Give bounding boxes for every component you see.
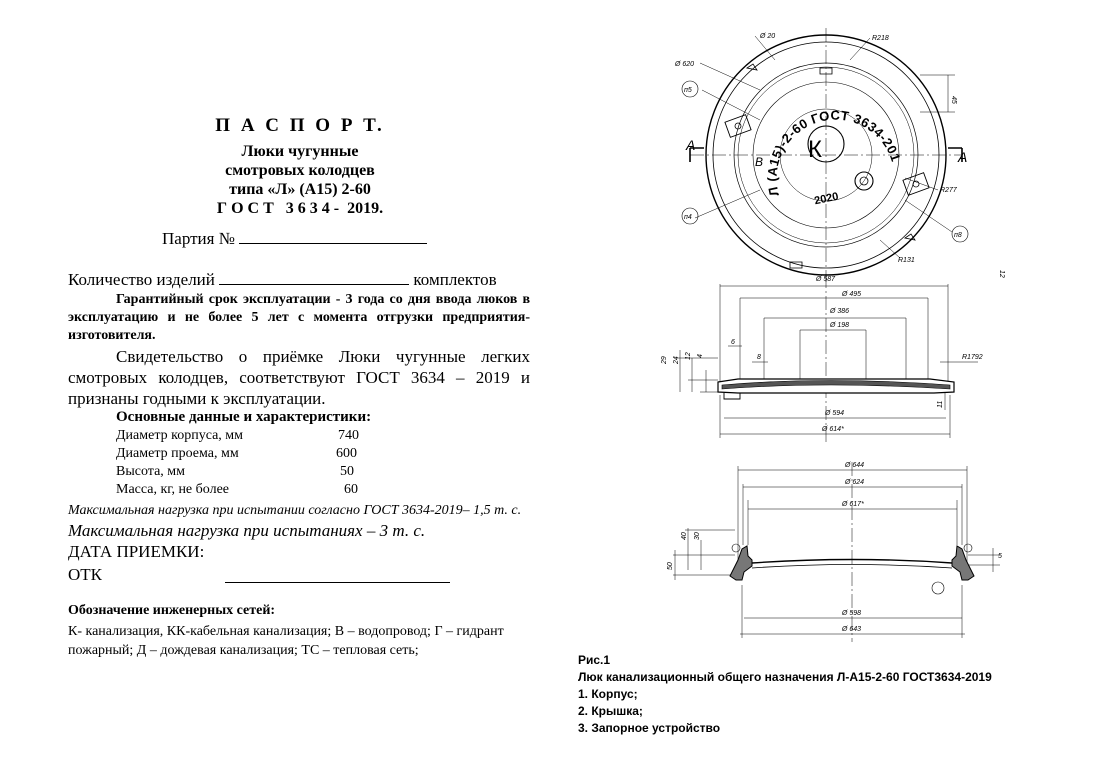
caption-item: 2. Крышка; xyxy=(578,704,643,718)
dim-label: 24 xyxy=(673,356,680,364)
dim-label: Ø 620 xyxy=(675,61,695,68)
caption-fig: Рис.1 xyxy=(578,653,611,667)
dim-label: Ø 495 xyxy=(842,291,862,298)
batch-blank-line xyxy=(239,229,427,244)
label-v: В xyxy=(755,155,764,169)
dim-label: 29 xyxy=(661,356,668,364)
passport-subtitle xyxy=(70,142,530,218)
max-load-main-text: Максимальная нагрузка при испытаниях – 3 т. с. xyxy=(68,521,426,540)
dim-label: Ø 644 xyxy=(845,462,865,469)
spec-label: Высота, мм xyxy=(116,464,185,479)
dim-label: Ø 587 xyxy=(816,276,836,283)
spec-row xyxy=(116,446,416,462)
dim-label: Ø 643 xyxy=(842,626,862,633)
dim-label: Ø 594 xyxy=(825,410,845,417)
figure-caption xyxy=(578,652,992,737)
caption-item: 1. Корпус; xyxy=(578,687,638,701)
caption-item: 3. Запорное устройство xyxy=(578,721,721,735)
spec-row xyxy=(116,464,416,480)
subtitle-line: типа «Л» (А15) 2-60 xyxy=(229,181,371,198)
spec-row xyxy=(116,428,416,444)
acceptance-date-label: ДАТА ПРИЕМКИ: xyxy=(68,542,205,561)
section-mark-left: А xyxy=(686,137,696,153)
otk-blank-line xyxy=(225,582,450,583)
manhole-drawing xyxy=(640,20,1100,645)
dim-label: Ø 20 xyxy=(760,33,776,40)
callout-label: п4 xyxy=(684,214,692,221)
dim-label: 4 xyxy=(697,354,704,358)
dim-label: Ø 598 xyxy=(842,610,862,617)
spec-value: 60 xyxy=(344,482,358,497)
dim-label: Ø 624 xyxy=(845,479,865,486)
batch-field xyxy=(162,229,427,249)
dim-label: R131 xyxy=(898,257,915,264)
guarantee-text-body: Гарантийный срок эксплуатации - 3 года со дня ввода люков в эксплуатацию и не более 5 лет с момента отгрузки предприятия- изготовителя. xyxy=(68,292,530,343)
dim-label: R1792 xyxy=(962,354,983,361)
frame-section-view xyxy=(673,462,1000,642)
certificate-text-body: Свидетельство о приёмке Люки чугунные легких смотровых колодцев, соответствуют ГОСТ 3634 – 2019 и признаны годными к эксплуатации. xyxy=(68,347,530,408)
dim-label: 12 xyxy=(685,352,692,360)
dim-label: 6 xyxy=(731,339,735,346)
dim-label: 12 xyxy=(998,270,1005,278)
quantity-label: Количество изделий xyxy=(68,270,215,289)
guarantee-text xyxy=(68,291,530,345)
subtitle-line: Г О С Т 3 6 3 4 - 2019. xyxy=(216,200,384,217)
section-mark-right: А xyxy=(958,149,968,165)
caption-title: Люк канализационный общего назначения Л-А15-2-60 ГОСТ3634-2019 xyxy=(578,670,992,684)
passport-title: П А С П О Р Т. xyxy=(215,115,385,136)
spec-value: 740 xyxy=(338,428,359,443)
cover-marking-arc: Л (А15)-2-60 ГОСТ 3634-201 xyxy=(764,107,904,198)
quantity-unit: комплектов xyxy=(413,270,497,289)
callout-label: п5 xyxy=(684,87,692,94)
quantity-field xyxy=(68,270,538,290)
dim-label: 5 xyxy=(998,553,1002,560)
specs-heading: Основные данные и характеристики: xyxy=(116,409,372,425)
batch-label: Партия № xyxy=(162,229,235,248)
spec-label: Диаметр проема, мм xyxy=(116,446,239,461)
dim-label: Ø 386 xyxy=(830,308,850,315)
dim-label: Ø 198 xyxy=(830,322,850,329)
dim-label: 45 xyxy=(950,96,957,104)
networks-heading: Обозначение инженерных сетей: xyxy=(68,603,276,618)
subtitle-line: смотровых колодцев xyxy=(225,162,375,179)
callout-label: п8 xyxy=(954,232,962,239)
plan-view-labels xyxy=(640,20,1005,278)
dim-label: 50 xyxy=(667,562,674,570)
frame-section-labels xyxy=(667,462,1002,633)
dim-label: R277 xyxy=(940,187,957,194)
max-load-text xyxy=(68,501,530,543)
otk-label: ОТК xyxy=(68,565,102,584)
dim-label: Ø 614* xyxy=(822,426,844,433)
spec-value: 50 xyxy=(340,464,354,479)
networks-text: К- канализация, КК-кабельная канализация; В – водопровод; Г – гидрант пожарный; Д – дождевая канализация; ТС – тепловая сеть; xyxy=(68,624,504,658)
subtitle-line: Люки чугунные xyxy=(241,143,359,160)
cover-year: 2020 xyxy=(813,190,840,208)
max-load-test-text: Максимальная нагрузка при испытании согласно ГОСТ 3634-2019– 1,5 т. с. xyxy=(68,503,522,518)
spec-row xyxy=(116,482,416,498)
dim-label: 8 xyxy=(757,354,761,361)
certificate-text xyxy=(68,346,530,409)
cover-section-body xyxy=(718,379,954,399)
dim-label: 40 xyxy=(681,532,688,540)
dim-label: 30 xyxy=(694,532,701,540)
spec-value: 600 xyxy=(336,446,357,461)
dim-label: R218 xyxy=(872,35,889,42)
spec-label: Диаметр корпуса, мм xyxy=(116,428,244,443)
spec-label: Масса, кг, не более xyxy=(116,482,229,497)
plan-view xyxy=(682,28,968,282)
quantity-blank-line xyxy=(219,270,409,285)
cover-letter: К xyxy=(808,136,822,163)
dim-label: 11 xyxy=(937,400,944,408)
cover-section-labels xyxy=(661,276,983,433)
dim-label: Ø 617* xyxy=(842,501,864,508)
